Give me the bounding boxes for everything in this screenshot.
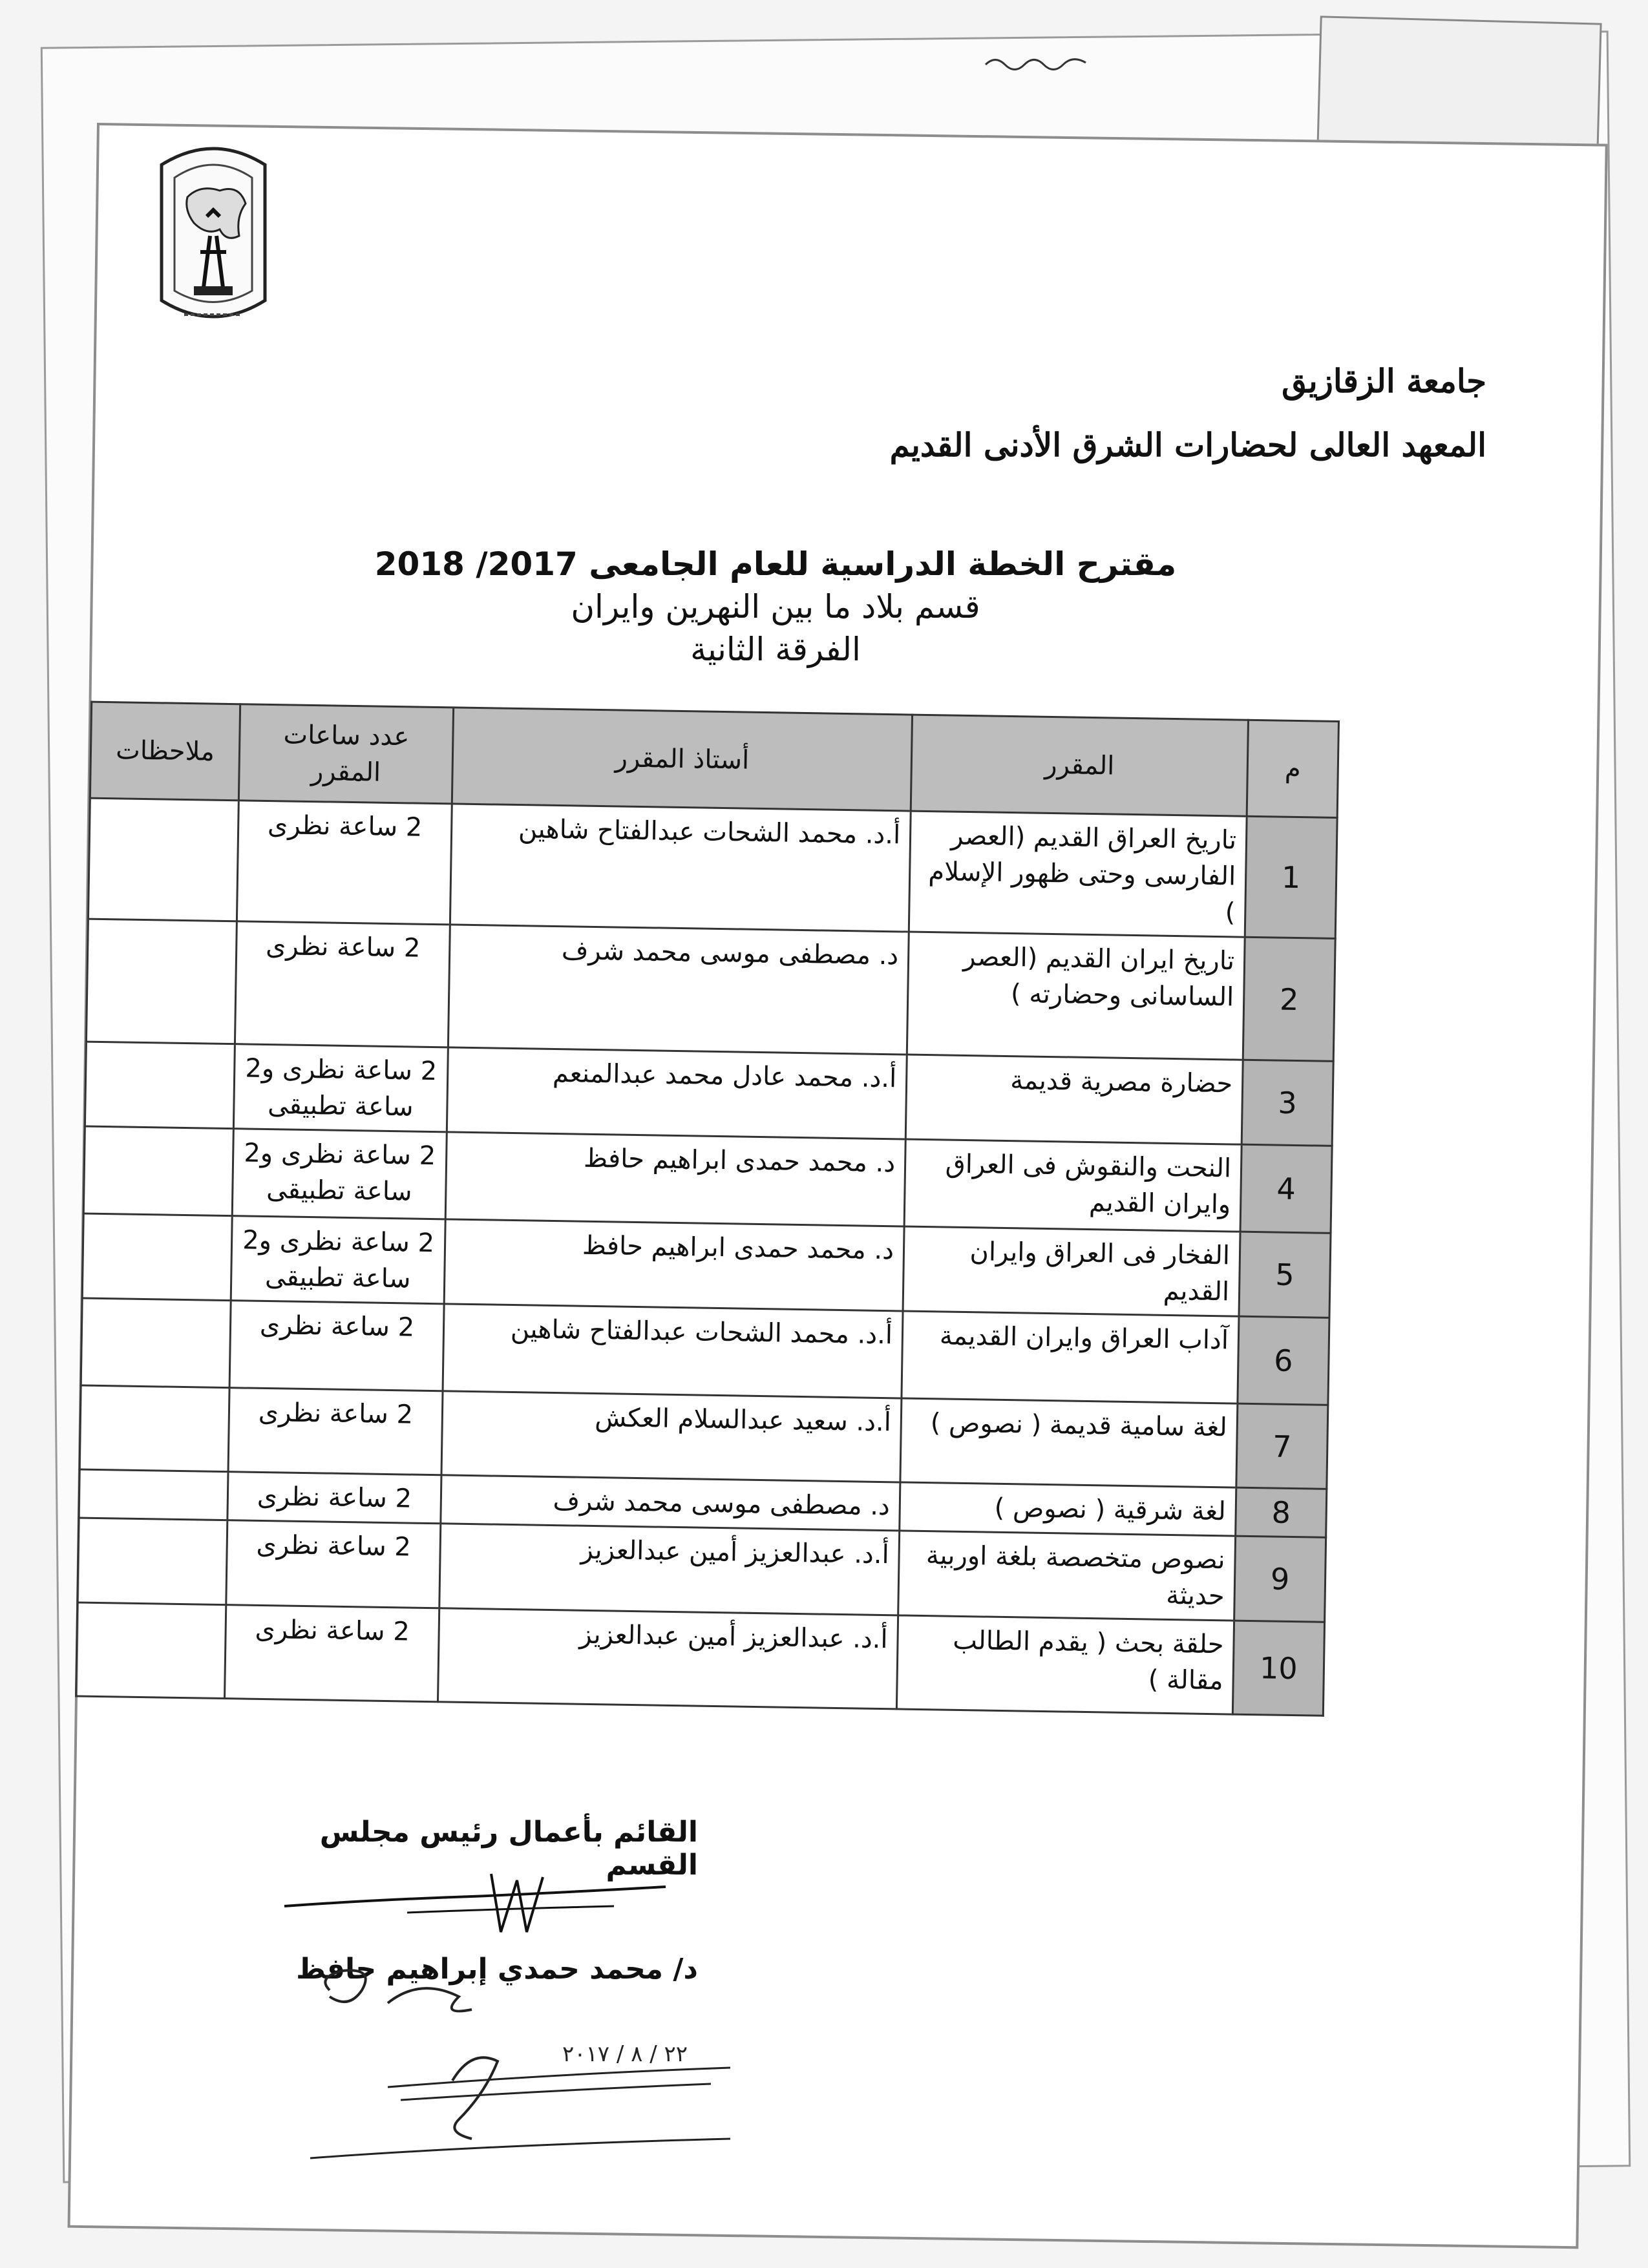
row-notes bbox=[76, 1602, 226, 1699]
row-course: لغة سامية قديمة ( نصوص ) bbox=[900, 1398, 1238, 1487]
row-hours: 2 ساعة نظرى bbox=[237, 801, 452, 925]
row-professor: د. مصطفى موسى محمد شرف bbox=[441, 1475, 900, 1531]
row-notes bbox=[88, 798, 238, 921]
back-sheet-corner bbox=[1316, 16, 1601, 156]
row-notes bbox=[85, 1042, 235, 1129]
row-professor: أ.د. عبدالعزيز أمين عبدالعزيز bbox=[439, 1524, 900, 1615]
row-notes bbox=[81, 1298, 231, 1388]
row-course: نصوص متخصصة بلغة اوربية حديثة bbox=[898, 1531, 1236, 1621]
institute-name: المعهد العالى لحضارات الشرق الأدنى القديم bbox=[889, 426, 1486, 464]
institution-header bbox=[890, 362, 1486, 464]
header-professor: أستاذ المقرر bbox=[452, 708, 912, 811]
header-num: م bbox=[1247, 720, 1338, 817]
row-notes bbox=[78, 1518, 227, 1605]
department-title: قسم بلاد ما بين النهرين وايران bbox=[571, 588, 980, 625]
header-course: المقرر bbox=[911, 715, 1248, 816]
plan-title: مقترح الخطة الدراسية للعام الجامعى 2017/ 2018 bbox=[374, 545, 1177, 583]
row-num: 8 bbox=[1236, 1487, 1327, 1537]
header-notes: ملاحظات bbox=[90, 702, 240, 801]
row-notes bbox=[82, 1213, 232, 1301]
row-num: 10 bbox=[1232, 1621, 1324, 1716]
row-notes bbox=[79, 1469, 228, 1520]
table-header-row bbox=[90, 702, 1338, 817]
row-num: 2 bbox=[1243, 937, 1335, 1061]
row-professor: د. محمد حمدى ابراهيم حافظ bbox=[445, 1132, 905, 1226]
row-hours: 2 ساعة نظرى bbox=[225, 1605, 439, 1702]
row-num: 7 bbox=[1236, 1403, 1328, 1489]
row-num: 6 bbox=[1238, 1316, 1329, 1405]
study-plan-table bbox=[75, 701, 1340, 1717]
row-notes bbox=[86, 919, 237, 1044]
row-course: تاريخ العراق القديم (العصر الفارسى وحتى ظهور الإسلام ) bbox=[909, 811, 1247, 937]
table-row bbox=[86, 919, 1335, 1061]
row-hours: 2 ساعة نظرى bbox=[228, 1388, 443, 1475]
row-num: 4 bbox=[1240, 1144, 1332, 1233]
row-professor: أ.د. محمد عادل محمد عبدالمنعم bbox=[447, 1047, 907, 1139]
row-hours: 2 ساعة نظرى bbox=[235, 921, 450, 1047]
row-num: 1 bbox=[1245, 816, 1337, 938]
row-hours: 2 ساعة نظرى bbox=[227, 1472, 441, 1524]
row-professor: د. محمد حمدى ابراهيم حافظ bbox=[444, 1219, 904, 1311]
institute-logo bbox=[149, 139, 278, 339]
row-course: الفخار فى العراق وايران القديم bbox=[903, 1226, 1240, 1316]
row-course: آداب العراق وايران القديمة bbox=[902, 1311, 1239, 1403]
signer-name: د/ محمد حمدي إبراهيم حافظ bbox=[296, 1953, 698, 1986]
row-professor: أ.د. عبدالعزيز أمين عبدالعزيز bbox=[438, 1608, 898, 1709]
row-professor: أ.د. محمد الشحات عبدالفتاح شاهين bbox=[443, 1304, 903, 1398]
handwritten-date: ٢٢ / ٨ / ٢٠١٧ bbox=[562, 2041, 688, 2067]
table-row bbox=[76, 1602, 1325, 1716]
row-num: 3 bbox=[1241, 1060, 1333, 1146]
level-title: الفرقة الثانية bbox=[690, 631, 861, 668]
header-hours: عدد ساعات المقرر bbox=[238, 704, 453, 804]
handwritten-date-initials bbox=[291, 1951, 743, 2165]
row-course: لغة شرقية ( نصوص ) bbox=[900, 1482, 1236, 1536]
row-professor: أ.د. سعيد عبدالسلام العكش bbox=[441, 1391, 902, 1482]
row-num: 5 bbox=[1239, 1232, 1331, 1318]
row-course: حلقة بحث ( يقدم الطالب مقالة ) bbox=[896, 1615, 1234, 1714]
table-row bbox=[88, 798, 1337, 938]
row-course: تاريخ ايران القديم (العصر الساسانى وحضارته ) bbox=[907, 932, 1245, 1060]
row-notes bbox=[79, 1385, 229, 1472]
row-hours: 2 ساعة نظرى bbox=[226, 1520, 441, 1608]
university-name: جامعة الزقازيق bbox=[1282, 362, 1486, 400]
row-course: حضارة مصرية قديمة bbox=[905, 1055, 1243, 1144]
row-hours: 2 ساعة نظرى و2 ساعة تطبيقى bbox=[231, 1216, 445, 1304]
signature bbox=[278, 1861, 679, 1945]
row-hours: 2 ساعة نظرى و2 ساعة تطبيقى bbox=[232, 1129, 447, 1219]
row-professor: د. مصطفى موسى محمد شرف bbox=[448, 925, 909, 1055]
row-notes bbox=[83, 1126, 233, 1216]
scribble-mark bbox=[982, 48, 1092, 74]
row-professor: أ.د. محمد الشحات عبدالفتاح شاهين bbox=[450, 804, 911, 932]
document-titles bbox=[323, 543, 1228, 671]
row-hours: 2 ساعة نظرى bbox=[229, 1301, 444, 1391]
row-num: 9 bbox=[1234, 1536, 1326, 1622]
signer-role: القائم بأعمال رئيس مجلس القسم bbox=[319, 1816, 698, 1882]
row-course: النحت والنقوش فى العراق وايران القديم bbox=[904, 1139, 1241, 1232]
row-hours: 2 ساعة نظرى و2 ساعة تطبيقى bbox=[233, 1044, 448, 1132]
